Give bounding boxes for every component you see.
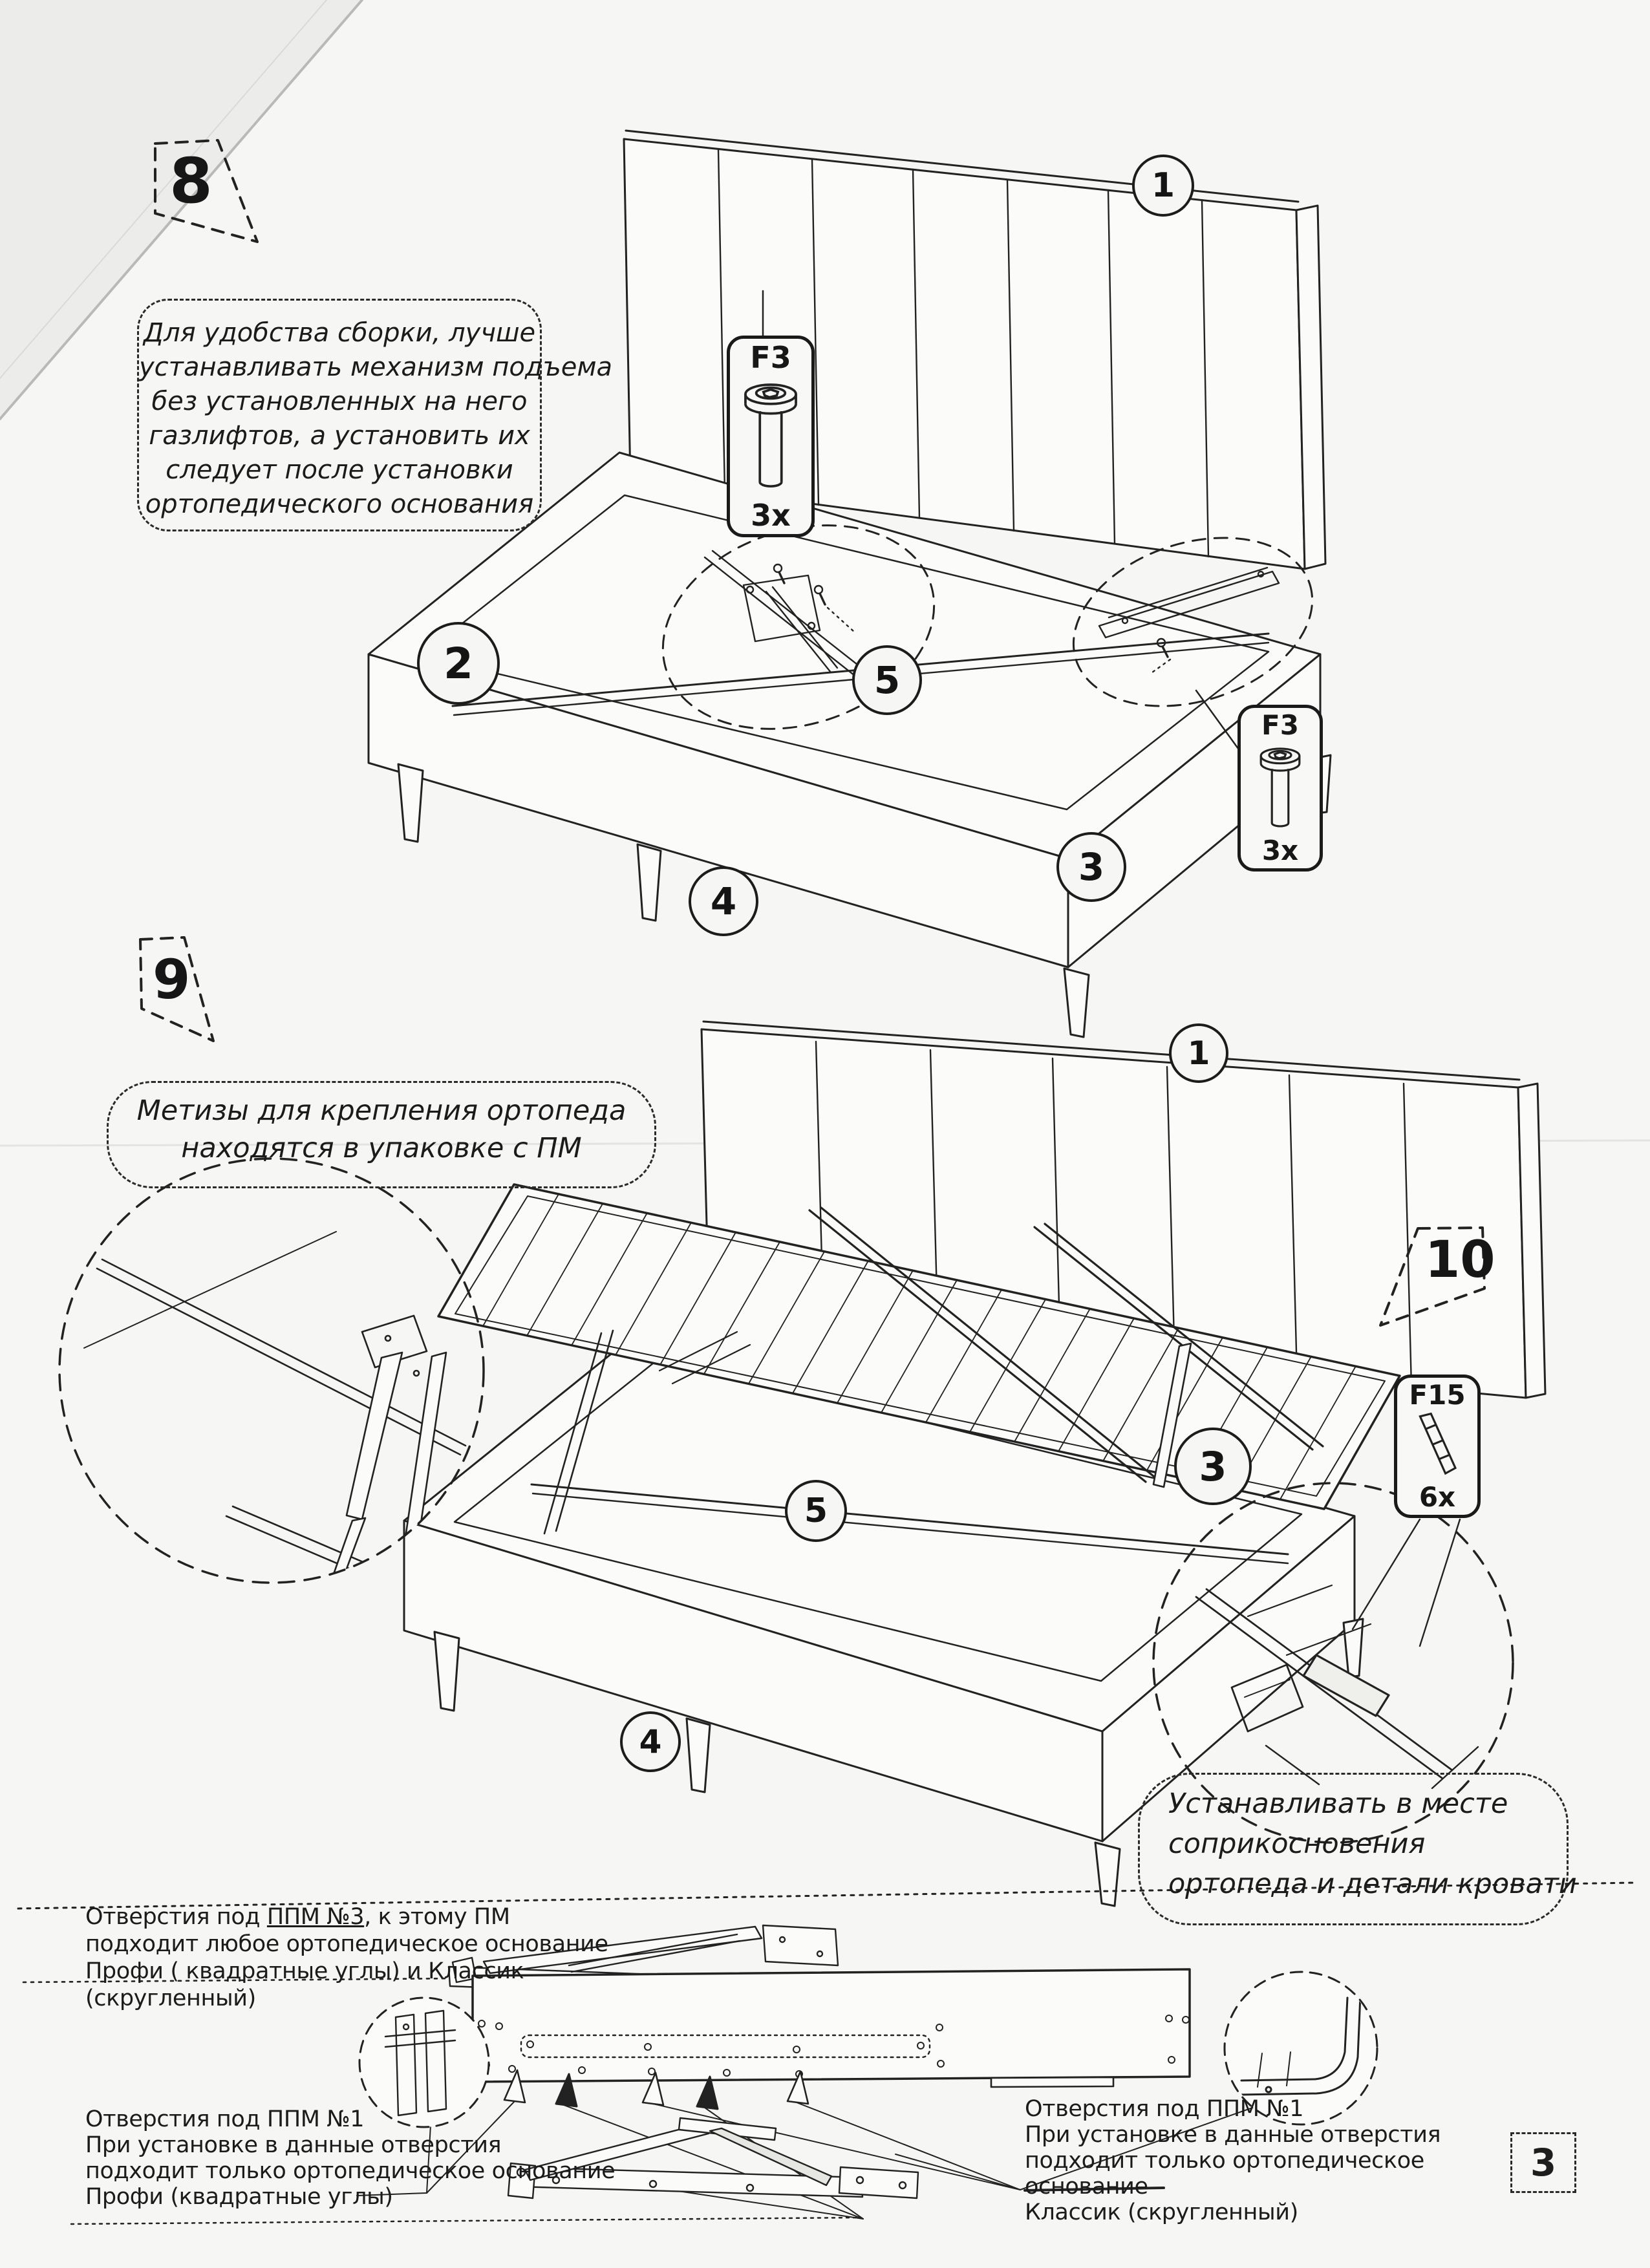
part-marker-1: 1: [1169, 1023, 1228, 1083]
note-line: ортопеда и детали кровати: [1168, 1868, 1577, 1900]
note-line: Для удобства сборки, лучше: [143, 318, 536, 348]
step9-number: 9: [153, 948, 191, 1011]
note-line: Классик (скругленный): [1025, 2199, 1298, 2225]
part-marker-5: 5: [785, 1480, 847, 1542]
step10-number: 10: [1425, 1231, 1495, 1289]
part-marker-2: 2: [417, 622, 500, 705]
note-line: Метизы для крепления ортопеда: [136, 1095, 627, 1127]
step10-note-bubble: [1138, 1773, 1577, 1925]
note-text: Отверстия под: [85, 1904, 267, 1930]
note-line: без установленных на него: [151, 387, 528, 416]
hardware-code: F3: [750, 340, 791, 375]
part-marker-4: 4: [620, 1711, 681, 1772]
step8-note-bubble: [137, 299, 613, 531]
note-line: ортопедического основания: [145, 489, 534, 519]
note-ppm1-klassik: [1025, 2096, 1516, 2225]
note-line: соприкосновения: [1168, 1828, 1426, 1860]
note-line: находятся в упаковке с ПМ: [181, 1132, 582, 1164]
hardware-qty: 6x: [1419, 1481, 1456, 1513]
part-marker-3: 3: [1056, 832, 1126, 902]
part-marker-4: 4: [689, 866, 758, 936]
note-line: Устанавливать в месте: [1168, 1788, 1508, 1820]
part-marker-1: 1: [1132, 155, 1194, 217]
note-line: подходит любое ортопедическое основание: [85, 1931, 608, 1957]
step8-bed-drawing: [369, 131, 1334, 1037]
note-line: Отверстия под ППМ №1: [1025, 2096, 1304, 2122]
note-line: Отверстия под ППМ №1: [85, 2106, 365, 2132]
note-line: подходит только ортопедическое основание: [85, 2158, 616, 2184]
callout-f3-right: [1238, 705, 1323, 872]
part-marker-3: 3: [1174, 1428, 1252, 1505]
page-number: 3: [1510, 2132, 1576, 2193]
note-text: , к этому ПМ: [364, 1904, 510, 1930]
note-line: следует после установки: [166, 455, 513, 485]
note-line: При установке в данные отверстия: [85, 2132, 502, 2158]
note-line: Профи ( квадратные углы) и Классик (скругленный): [85, 1958, 524, 2011]
bolt-icon: [1252, 742, 1308, 834]
note-line: Профи (квадратные углы): [85, 2184, 393, 2210]
step9-note-bubble: [107, 1081, 656, 1188]
callout-f3-top: [727, 336, 815, 537]
step8-number: 8: [169, 145, 213, 217]
note-line: подходит только ортопедическое основание: [1025, 2148, 1424, 2199]
part-marker-5: 5: [852, 645, 922, 715]
hardware-qty: 3x: [1261, 835, 1299, 866]
callout-f15: [1394, 1375, 1481, 1518]
note-line: устанавливать механизм подъема: [139, 352, 613, 382]
hardware-qty: 3x: [751, 498, 791, 533]
note-ppm3: [85, 1903, 641, 2012]
spacer-strip-icon: [1408, 1410, 1467, 1482]
bolt-icon: [740, 376, 802, 497]
hardware-code: F3: [1261, 709, 1299, 741]
ppm3-link-text: ППМ №3: [266, 1904, 365, 1930]
note-line: [85, 1903, 641, 1931]
hardware-code: F15: [1409, 1379, 1466, 1411]
note-line: При установке в данные отверстия: [1025, 2122, 1441, 2148]
note-ppm1-profi: [85, 2106, 641, 2210]
note-line: газлифтов, а установить их: [149, 421, 530, 451]
